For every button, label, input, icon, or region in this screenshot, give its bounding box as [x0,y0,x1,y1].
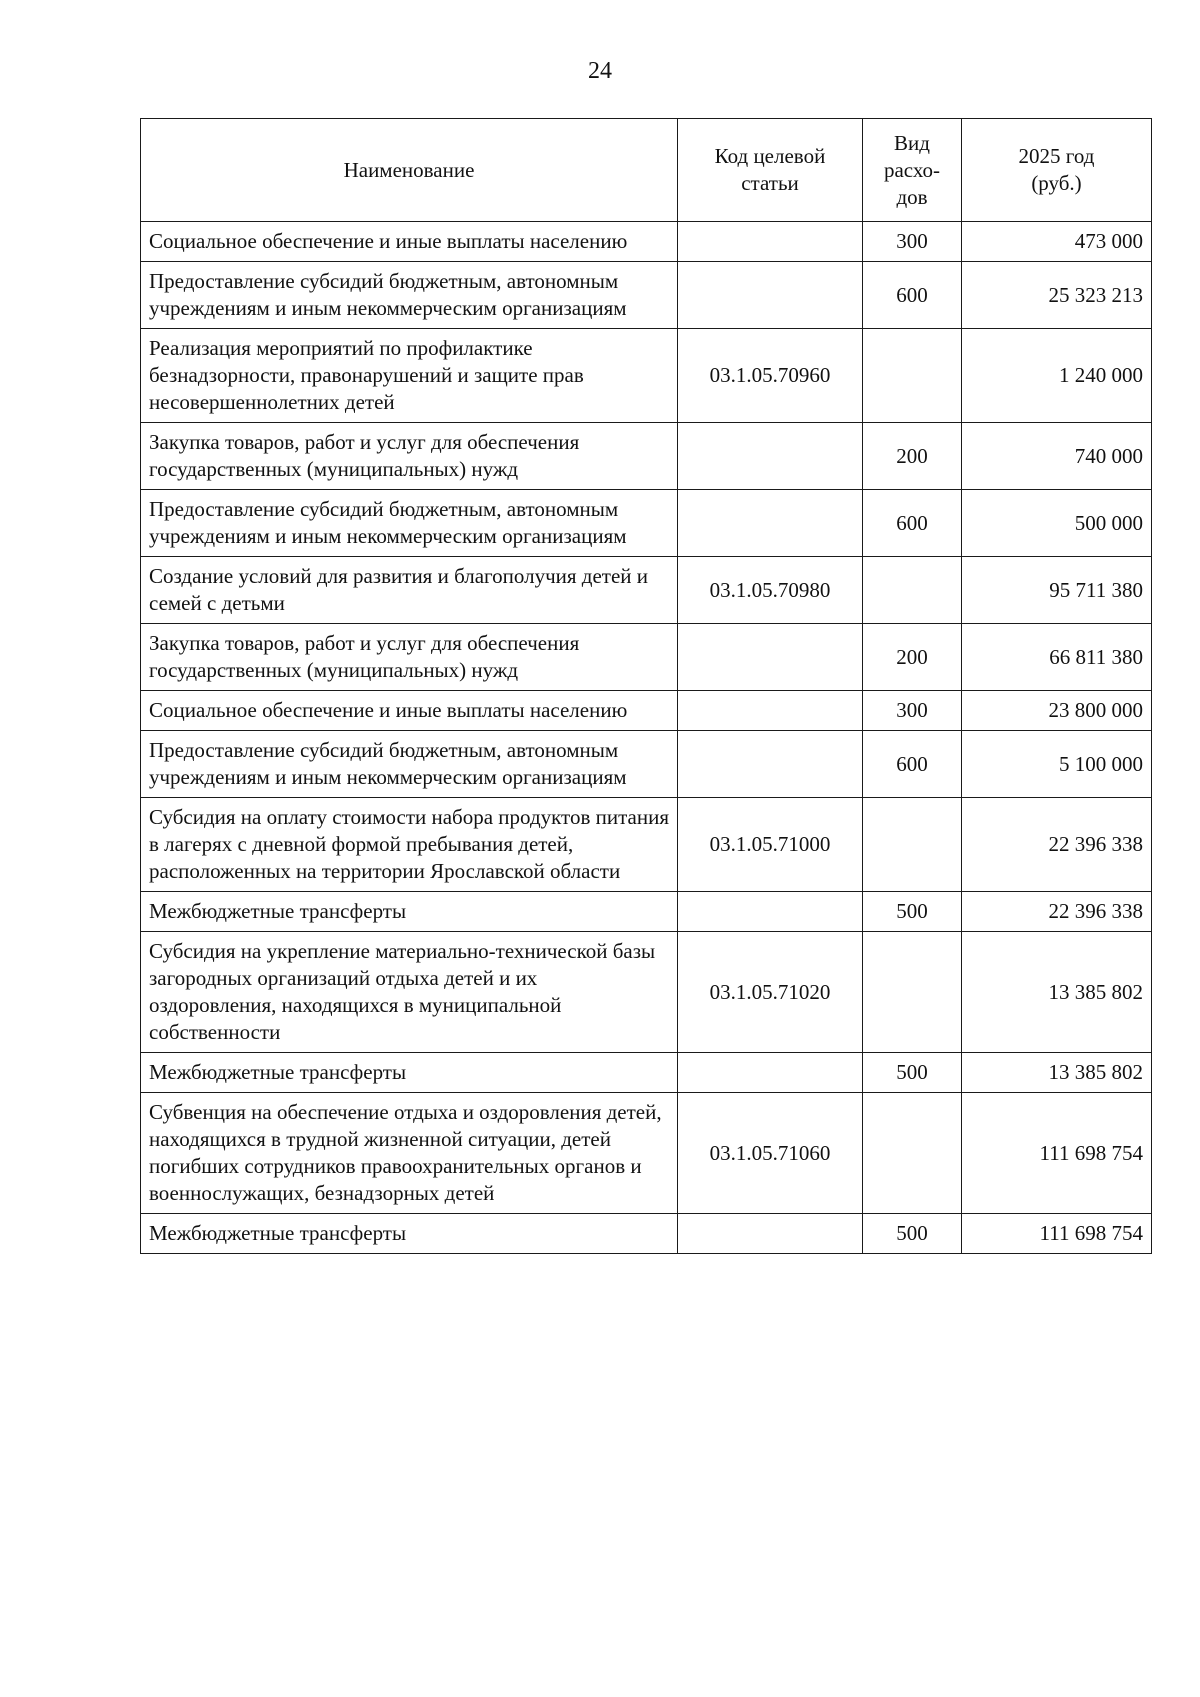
row-expense-type [863,798,962,892]
row-name: Межбюджетные трансферты [141,892,678,932]
header-type-line: дов [896,184,928,209]
table-row [141,262,1152,329]
row-amount: 5 100 000 [962,731,1152,798]
row-expense-type: 600 [863,262,962,329]
table-row [141,329,1152,423]
row-name: Субсидия на оплату стоимости набора продуктов питания в лагерях с дневной формой пребывания детей, расположенных на территории Ярославской области [141,798,678,892]
page-number: 24 [588,58,612,84]
header-amount-line: 2025 год [1018,144,1095,168]
row-expense-type: 300 [863,222,962,262]
row-name: Субвенция на обеспечение отдыха и оздоровления детей, находящихся в трудной жизненной ситуации, детей погибших сотрудников правоохранительных органов и военнослужащих, безнадзорных детей [141,1093,678,1214]
table-row [141,557,1152,624]
row-name: Социальное обеспечение и иные выплаты населению [141,222,678,262]
table-row [141,892,1152,932]
row-code: 03.1.05.71020 [678,932,863,1053]
row-code [678,490,863,557]
table-row [141,490,1152,557]
row-amount: 66 811 380 [962,624,1152,691]
row-amount: 111 698 754 [962,1093,1152,1214]
row-name: Закупка товаров, работ и услуг для обеспечения государственных (муниципальных) нужд [141,624,678,691]
row-code [678,1053,863,1093]
header-type [863,119,962,222]
row-amount: 1 240 000 [962,329,1152,423]
row-expense-type: 300 [863,691,962,731]
row-expense-type [863,329,962,423]
row-code [678,262,863,329]
row-amount: 111 698 754 [962,1214,1152,1254]
row-code [678,1214,863,1254]
row-name: Закупка товаров, работ и услуг для обеспечения государственных (муниципальных) нужд [141,423,678,490]
row-amount: 500 000 [962,490,1152,557]
row-code [678,892,863,932]
table-row [141,932,1152,1053]
row-expense-type [863,1093,962,1214]
table-row [141,798,1152,892]
header-code [678,119,863,222]
row-expense-type [863,932,962,1053]
row-expense-type: 200 [863,423,962,490]
row-code: 03.1.05.70980 [678,557,863,624]
row-expense-type [863,557,962,624]
table-row [141,1053,1152,1093]
row-code: 03.1.05.70960 [678,329,863,423]
row-amount: 740 000 [962,423,1152,490]
budget-table [140,118,1152,1254]
row-code [678,423,863,490]
row-code: 03.1.05.71000 [678,798,863,892]
row-name: Предоставление субсидий бюджетным, автономным учреждениям и иным некоммерческим организациям [141,490,678,557]
row-code: 03.1.05.71060 [678,1093,863,1214]
header-amount-line: (руб.) [1031,171,1082,195]
row-expense-type: 500 [863,1214,962,1254]
row-name: Субсидия на укрепление материально-технической базы загородных организаций отдыха детей и их оздоровления, находящихся в муниципальной собственности [141,932,678,1053]
row-amount: 13 385 802 [962,932,1152,1053]
row-name: Социальное обеспечение и иные выплаты населению [141,691,678,731]
header-code-line: статьи [741,171,799,195]
row-name: Создание условий для развития и благополучия детей и семей с детьми [141,557,678,624]
table-row [141,222,1152,262]
table-row [141,423,1152,490]
row-amount: 23 800 000 [962,691,1152,731]
row-expense-type: 600 [863,490,962,557]
row-amount: 25 323 213 [962,262,1152,329]
header-type-line: Вид [894,130,930,155]
row-name: Предоставление субсидий бюджетным, автономным учреждениям и иным некоммерческим организациям [141,262,678,329]
row-expense-type: 500 [863,1053,962,1093]
header-code-line: Код целевой [714,144,826,168]
row-expense-type: 200 [863,624,962,691]
row-amount: 22 396 338 [962,798,1152,892]
row-code [678,624,863,691]
row-amount: 22 396 338 [962,892,1152,932]
row-amount: 13 385 802 [962,1053,1152,1093]
table-row [141,1093,1152,1214]
row-code [678,691,863,731]
table-row [141,731,1152,798]
row-name: Межбюджетные трансферты [141,1053,678,1093]
row-code [678,222,863,262]
row-name: Предоставление субсидий бюджетным, автономным учреждениям и иным некоммерческим организациям [141,731,678,798]
row-expense-type: 600 [863,731,962,798]
row-expense-type: 500 [863,892,962,932]
header-name [141,119,678,222]
row-amount: 473 000 [962,222,1152,262]
header-type-line: расхо- [883,157,941,182]
row-name: Межбюджетные трансферты [141,1214,678,1254]
row-code [678,731,863,798]
table-header-row [141,119,1152,222]
row-amount: 95 711 380 [962,557,1152,624]
table-row [141,691,1152,731]
table-row [141,1214,1152,1254]
row-name: Реализация мероприятий по профилактике безнадзорности, правонарушений и защите прав несовершеннолетних детей [141,329,678,423]
table-row [141,624,1152,691]
header-amount [962,119,1152,222]
header-name-label: Наименование [343,157,475,182]
